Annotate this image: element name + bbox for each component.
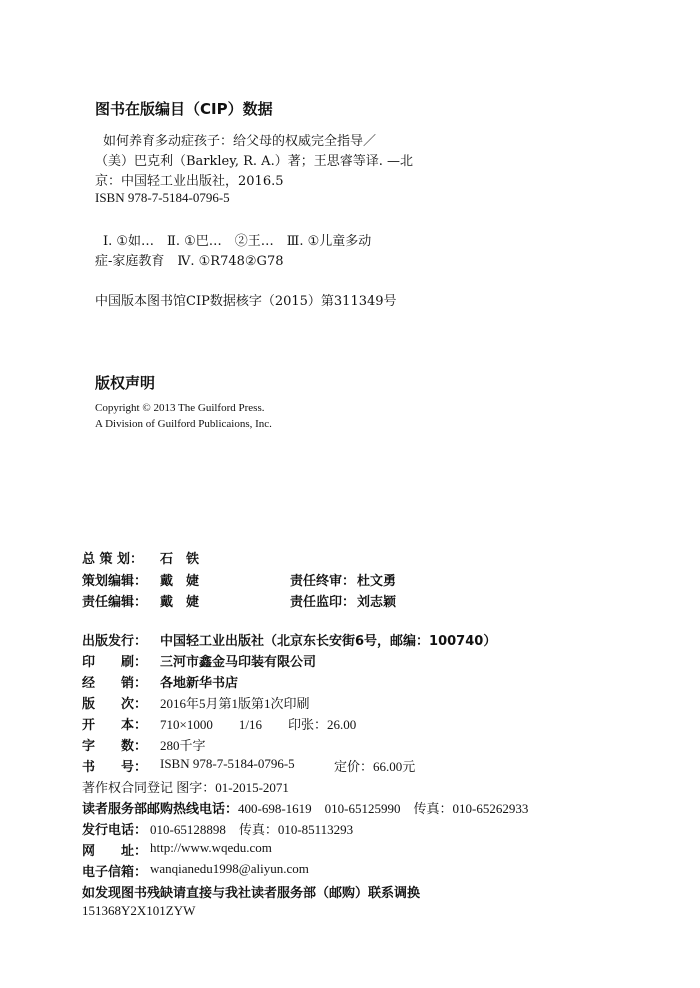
words-value: 280千字 [160, 738, 206, 753]
final-review-label: 责任终审： [290, 574, 356, 589]
copyright-line-1: Copyright © 2013 The Guilford Press. [95, 402, 265, 414]
edition-label: 版 次： [82, 697, 148, 712]
email-label: 电子信箱： [82, 865, 148, 880]
publisher-value: 中国轻工业出版社（北京东长安街6号，邮编：100740） [160, 634, 497, 649]
price-value: 定价：66.00元 [334, 759, 416, 774]
cip-line-5: Ⅰ. ①如… Ⅱ. ①巴… ②王… Ⅲ. ①儿童多动 [103, 234, 372, 249]
words-label: 字 数： [82, 739, 148, 754]
email-value: wanqianedu1998@aliyun.com [150, 861, 309, 876]
distributor-value: 各地新华书店 [160, 676, 239, 691]
planner-value: 石 铁 [160, 552, 200, 567]
notice-text: 如发现图书残缺请直接与我社读者服务部（邮购）联系调换 [82, 886, 421, 901]
resp-editor-value: 戴 婕 [160, 595, 200, 610]
contract-value: 著作权合同登记 图字：01-2015-2071 [82, 780, 289, 795]
format-label: 开 本： [82, 718, 148, 733]
distributor-label: 经 销： [82, 676, 148, 691]
web-label: 网 址： [82, 844, 148, 859]
dist-phone-value: 010-65128898 传真：010-85113293 [150, 822, 354, 837]
cip-line-2: （美）巴克利（Barkley, R. A.）著；王思睿等译. —北 [95, 154, 413, 169]
copyright-title: 版权声明 [95, 374, 156, 392]
service-label: 读者服务部邮购热线电话： [82, 802, 239, 817]
printer-value: 三河市鑫金马印装有限公司 [160, 655, 317, 670]
dist-phone-label: 发行电话： [82, 823, 148, 838]
book-code: 151368Y2X101ZYW [82, 903, 196, 918]
cip-line-1: 如何养育多动症孩子：给父母的权威完全指导／ [103, 134, 377, 149]
edition-value: 2016年5月第1版第1次印刷 [160, 696, 310, 711]
cip-title: 图书在版编目（CIP）数据 [95, 100, 273, 118]
publisher-label: 出版发行： [82, 634, 148, 649]
cip-line-6: 症-家庭教育 Ⅳ. ①R748②G78 [95, 254, 284, 269]
resp-editor-label: 责任编辑： [82, 595, 148, 610]
service-value: 400-698-1619 010-65125990 传真：010-65262933 [238, 801, 529, 816]
planner-label: 总 策 划： [82, 552, 144, 567]
print-supervisor-value: 刘志颖 [357, 595, 397, 610]
cip-line-3: 京：中国轻工业出版社，2016.5 [95, 174, 284, 189]
cip-data-number: 中国版本图书馆CIP数据核字（2015）第311349号 [95, 294, 397, 309]
cip-isbn: ISBN 978-7-5184-0796-5 [95, 190, 230, 205]
web-value: http://www.wqedu.com [150, 840, 272, 855]
copyright-line-2: A Division of Guilford Publicaions, Inc. [95, 418, 272, 430]
isbn-label: 书 号： [82, 760, 148, 775]
editor-label: 策划编辑： [82, 574, 148, 589]
printer-label: 印 刷： [82, 655, 148, 670]
editor-value: 戴 婕 [160, 574, 200, 589]
print-supervisor-label: 责任监印： [290, 595, 356, 610]
format-value: 710×1000 1/16 印张：26.00 [160, 717, 357, 732]
isbn-value: ISBN 978-7-5184-0796-5 [160, 756, 295, 771]
final-review-value: 杜文勇 [357, 574, 397, 589]
